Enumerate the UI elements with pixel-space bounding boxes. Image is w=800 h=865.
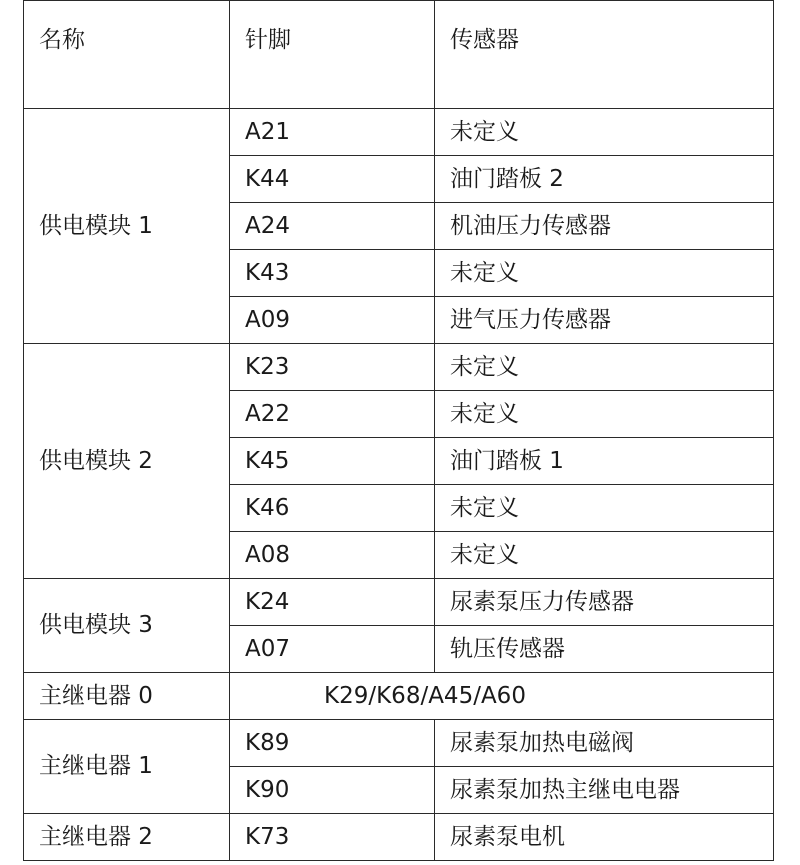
sensor-cell: 尿素泵压力传感器 <box>435 579 774 626</box>
pin-cell: A07 <box>230 626 435 673</box>
sensor-cell: 未定义 <box>435 109 774 156</box>
sensor-cell: 尿素泵加热主继电电器 <box>435 767 774 814</box>
sensor-cell: 油门踏板 1 <box>435 438 774 485</box>
pin-cell: K23 <box>230 344 435 391</box>
sensor-cell: 尿素泵电机 <box>435 814 774 861</box>
table-row <box>24 344 774 391</box>
group-name-cell: 供电模块 3 <box>24 579 230 673</box>
table-row <box>24 673 774 720</box>
sensor-cell: 机油压力传感器 <box>435 203 774 250</box>
header-pin: 针脚 <box>230 1 435 109</box>
pin-cell: A22 <box>230 391 435 438</box>
pin-cell: A08 <box>230 532 435 579</box>
pin-cell: K45 <box>230 438 435 485</box>
pin-cell: A24 <box>230 203 435 250</box>
table-row <box>24 579 774 626</box>
pin-cell: K46 <box>230 485 435 532</box>
pin-sensor-table <box>23 0 774 861</box>
table-row <box>24 720 774 767</box>
pin-cell: K73 <box>230 814 435 861</box>
group-name-cell: 主继电器 2 <box>24 814 230 861</box>
pin-cell: K24 <box>230 579 435 626</box>
pin-cell: K44 <box>230 156 435 203</box>
sensor-cell: 轨压传感器 <box>435 626 774 673</box>
pin-cell: K90 <box>230 767 435 814</box>
header-name: 名称 <box>24 1 230 109</box>
group-name-cell: 主继电器 1 <box>24 720 230 814</box>
pin-cell: K89 <box>230 720 435 767</box>
sensor-cell: 未定义 <box>435 344 774 391</box>
sensor-cell: 油门踏板 2 <box>435 156 774 203</box>
sensor-cell: 未定义 <box>435 532 774 579</box>
sensor-cell: 尿素泵加热电磁阀 <box>435 720 774 767</box>
merged-pin-cell: K29/K68/A45/A60 <box>230 673 774 720</box>
pin-cell: K43 <box>230 250 435 297</box>
sensor-cell: 进气压力传感器 <box>435 297 774 344</box>
pin-cell: A21 <box>230 109 435 156</box>
group-name-cell: 供电模块 1 <box>24 109 230 344</box>
pin-cell: A09 <box>230 297 435 344</box>
sensor-cell: 未定义 <box>435 391 774 438</box>
group-name-cell: 主继电器 0 <box>24 673 230 720</box>
table-row <box>24 814 774 861</box>
sensor-cell: 未定义 <box>435 250 774 297</box>
table-row <box>24 109 774 156</box>
sensor-cell: 未定义 <box>435 485 774 532</box>
group-name-cell: 供电模块 2 <box>24 344 230 579</box>
header-sensor: 传感器 <box>435 1 774 109</box>
header-row <box>24 1 774 109</box>
